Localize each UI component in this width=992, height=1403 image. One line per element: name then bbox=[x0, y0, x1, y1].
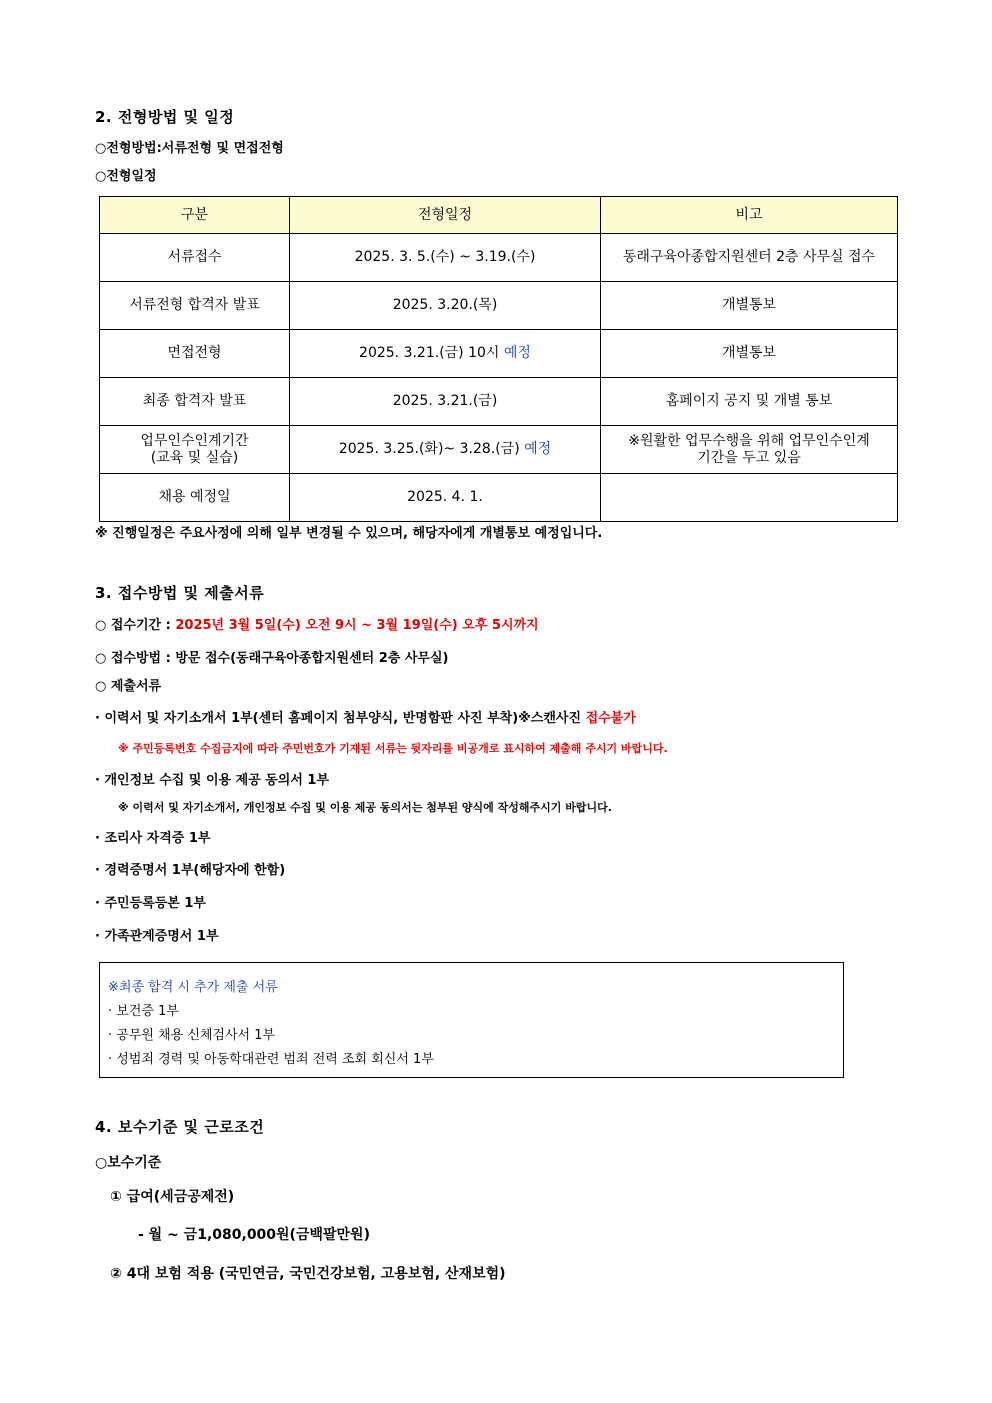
date-text: 2025. 3.25.(화)~ 3.28.(금) bbox=[338, 441, 520, 457]
section3-heading: 3. 접수방법 및 제출서류 bbox=[95, 584, 265, 602]
additional-doc-item: · 보건증 1부 bbox=[108, 1004, 179, 1019]
row-note: 홈페이지 공지 및 개별 통보 bbox=[601, 378, 898, 426]
table-row bbox=[100, 234, 898, 282]
application-period bbox=[95, 614, 539, 633]
additional-doc-item: · 공무원 채용 신체검사서 1부 bbox=[108, 1028, 276, 1043]
row-note bbox=[601, 474, 898, 522]
doc-item-family-cert: · 가족관계증명서 1부 bbox=[95, 929, 219, 944]
schedule-footnote: ※ 진행일정은 주요사정에 의해 일부 변경될 수 있으며, 해당자에게 개별통보 예정입니다. bbox=[95, 526, 603, 541]
date-suffix: 예정 bbox=[503, 345, 531, 361]
additional-documents-box bbox=[99, 962, 844, 1078]
schedule-label: ○전형일정 bbox=[95, 169, 157, 184]
row-date bbox=[290, 330, 601, 378]
doc-item-resume bbox=[95, 707, 636, 726]
row-note: 개별통보 bbox=[601, 282, 898, 330]
row-date: 2025. 3.20.(목) bbox=[290, 282, 601, 330]
header-category: 구분 bbox=[100, 197, 290, 234]
table-row bbox=[100, 378, 898, 426]
row-note: 동래구육아종합지원센터 2층 사무실 접수 bbox=[601, 234, 898, 282]
header-note: 비고 bbox=[601, 197, 898, 234]
doc-item-resident-register: · 주민등록등본 1부 bbox=[95, 896, 206, 911]
doc-item-career-cert: · 경력증명서 1부(해당자에 한함) bbox=[95, 863, 286, 878]
row-date: 2025. 3.21.(금) bbox=[290, 378, 601, 426]
table-row bbox=[100, 282, 898, 330]
row-date bbox=[290, 426, 601, 474]
period-value: 2025년 3월 5일(수) 오전 9시 ~ 3월 19일(수) 오후 5시까지 bbox=[175, 618, 539, 633]
row-note bbox=[601, 426, 898, 474]
resident-number-note: ※ 주민등록번호 수집금지에 따라 주민번호가 기재된 서류는 뒷자리를 비공개로 표시하여 제출해 주시기 바랍니다. bbox=[118, 742, 668, 755]
header-date: 전형일정 bbox=[290, 197, 601, 234]
doc-item-cook-license: · 조리사 자격증 1부 bbox=[95, 831, 211, 846]
doc-item-resume-text: · 이력서 및 자기소개서 1부(센터 홈페이지 첨부양식, 반명함판 사진 부착)※스캔사진 bbox=[95, 711, 586, 726]
section2-heading: 2. 전형방법 및 일정 bbox=[95, 108, 235, 126]
additional-documents-title: ※최종 합격 시 추가 제출 서류 bbox=[108, 980, 278, 995]
row-date: 2025. 3. 5.(수) ~ 3.19.(수) bbox=[290, 234, 601, 282]
pay-standard-label: ○보수기준 bbox=[95, 1155, 162, 1171]
section4-heading: 4. 보수기준 및 근로조건 bbox=[95, 1118, 265, 1136]
period-label: ○ 접수기간 : bbox=[95, 618, 176, 633]
row-category: 서류접수 bbox=[100, 234, 290, 282]
documents-label: ○ 제출서류 bbox=[95, 679, 162, 694]
row-date: 2025. 4. 1. bbox=[290, 474, 601, 522]
selection-method: ○전형방법:서류전형 및 면접전형 bbox=[95, 141, 284, 156]
additional-doc-item: · 성범죄 경력 및 아동학대관련 범죄 전력 조회 회신서 1부 bbox=[108, 1052, 434, 1067]
note-line1: ※원활한 업무수행을 위해 업무인수인계 bbox=[628, 432, 870, 449]
table-row bbox=[100, 474, 898, 522]
row-category: 채용 예정일 bbox=[100, 474, 290, 522]
note-line2: 기간을 두고 있음 bbox=[697, 449, 801, 466]
doc-item-privacy-consent: · 개인정보 수집 및 이용 제공 동의서 1부 bbox=[95, 773, 330, 788]
row-category: 최종 합격자 발표 bbox=[100, 378, 290, 426]
table-row bbox=[100, 426, 898, 474]
schedule-table bbox=[99, 196, 898, 522]
row-category: 면접전형 bbox=[100, 330, 290, 378]
row-category: 서류전형 합격자 발표 bbox=[100, 282, 290, 330]
row-category bbox=[100, 426, 290, 474]
pay-item-insurance: ② 4대 보험 적용 (국민연금, 국민건강보험, 고용보험, 산재보험) bbox=[110, 1266, 506, 1282]
form-note: ※ 이력서 및 자기소개서, 개인정보 수집 및 이용 제공 동의서는 첨부된 양식에 작성해주시기 바랍니다. bbox=[118, 801, 612, 814]
row-note: 개별통보 bbox=[601, 330, 898, 378]
category-line1: 업무인수인계기간 bbox=[140, 432, 249, 449]
doc-item-resume-warning: 접수불가 bbox=[585, 711, 636, 726]
date-text: 2025. 3.21.(금) 10시 bbox=[359, 345, 500, 361]
category-line2: (교육 및 실습) bbox=[150, 449, 239, 466]
pay-item-salary: ① 급여(세금공제전) bbox=[110, 1189, 235, 1205]
table-header-row bbox=[100, 197, 898, 234]
pay-salary-detail: - 월 ~ 금1,080,000원(금백팔만원) bbox=[138, 1227, 370, 1243]
table-row bbox=[100, 330, 898, 378]
date-suffix: 예정 bbox=[524, 441, 552, 457]
application-method: ○ 접수방법 : 방문 접수(동래구육아종합지원센터 2층 사무실) bbox=[95, 651, 449, 666]
